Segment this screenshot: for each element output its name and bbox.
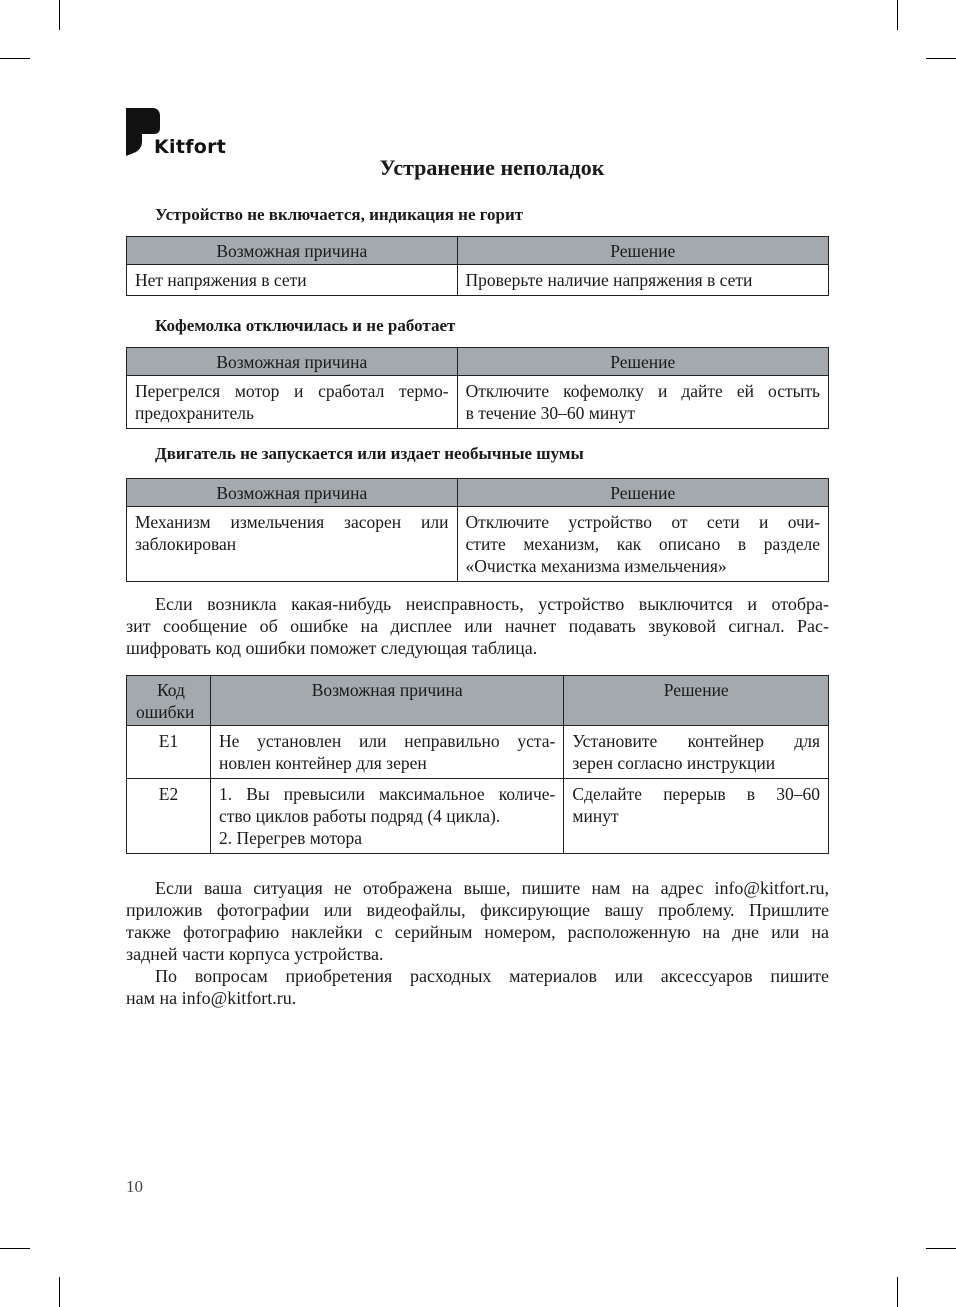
paragraph-line: приложив фотографии или видеофайлы, фиксирующие вашу проблему. Пришлите	[126, 900, 829, 920]
paragraph-line: задней части корпуса устройства.	[126, 944, 384, 964]
table-row	[127, 507, 829, 582]
cause-cell	[210, 779, 563, 854]
table-row	[127, 376, 829, 429]
accessories-paragraph	[126, 965, 829, 1009]
paragraph-line: Если возникла какая-нибудь неисправность, устройство выключится и отобра-	[155, 594, 829, 614]
cell-line: Установите контейнер для	[572, 731, 820, 751]
header-cause: Возможная причина	[127, 237, 458, 265]
header-solution: Решение	[564, 676, 829, 726]
cause-cell	[210, 726, 563, 779]
brand-name: Kitfort	[154, 136, 227, 158]
crop-mark	[926, 58, 956, 59]
error-code-cell: E2	[127, 779, 211, 854]
crop-mark	[59, 0, 60, 30]
crop-mark	[0, 1248, 30, 1249]
contact-paragraph	[126, 877, 829, 965]
cause-cell: Нет напряжения в сети	[127, 265, 458, 296]
error-code-cell: E1	[127, 726, 211, 779]
header-cause: Возможная причина	[210, 676, 563, 726]
crop-mark	[926, 1248, 956, 1249]
paragraph-line: По вопросам приобретения расходных материалов или аксессуаров пишите	[155, 966, 829, 986]
header-cause: Возможная причина	[127, 479, 458, 507]
table-row	[127, 779, 829, 854]
cell-line: предохранитель	[135, 403, 254, 423]
crop-mark	[897, 0, 898, 30]
crop-mark	[0, 58, 30, 59]
header-cause: Возможная причина	[127, 348, 458, 376]
page-title: Устранение неполадок	[379, 155, 605, 180]
cell-line: 2. Перегрев мотора	[218, 828, 363, 848]
cell-line: Механизм измельчения засорен или	[135, 512, 449, 532]
cause-cell	[127, 507, 458, 582]
cell-line: ство циклов работы подряд (4 цикла).	[218, 806, 501, 826]
section-heading: Двигатель не запускается или издает необычные шумы	[155, 444, 584, 463]
table-row	[127, 726, 829, 779]
error-intro-paragraph	[126, 593, 829, 659]
table-header-row	[127, 348, 829, 376]
cell-line: «Очистка механизма измельчения»	[465, 556, 727, 576]
troubleshooting-table	[126, 347, 829, 429]
cell-line: Сделайте перерыв в 30–60	[572, 784, 820, 804]
kitfort-logo	[126, 108, 227, 158]
cell-line: Отключите кофемолку и дайте ей остыть	[465, 381, 820, 401]
page-number: 10	[126, 1177, 143, 1196]
cell-line: 1. Вы превысили максимальное количе-	[218, 784, 556, 804]
table-header-row	[127, 479, 829, 507]
paragraph-line: нам на info@kitfort.ru.	[126, 988, 297, 1008]
cell-line: минут	[572, 806, 619, 826]
paragraph-line: шифровать код ошибки поможет следующая таблица.	[126, 638, 538, 658]
solution-cell	[457, 507, 828, 582]
crop-mark	[59, 1277, 60, 1307]
paragraph-line: также фотографию наклейки с серийным номером, расположенную на дне или на	[126, 922, 829, 942]
header-code-line: ошибки	[136, 702, 195, 722]
table-header-row	[127, 237, 829, 265]
table-header-row	[127, 676, 829, 726]
cell-line: в течение 30–60 минут	[465, 403, 635, 423]
crop-mark	[897, 1277, 898, 1307]
cell-line: новлен контейнер для зерен	[218, 753, 427, 773]
cell-line: заблокирован	[135, 534, 237, 554]
error-code-table	[126, 675, 829, 854]
paragraph-line: зит сообщение об ошибке на дисплее или начнет подавать звуковой сигнал. Рас-	[126, 616, 829, 636]
solution-cell	[564, 779, 829, 854]
cell-line: Перегрелся мотор и сработал термо-	[135, 381, 449, 401]
section-heading: Кофемолка отключилась и не работает	[155, 316, 456, 335]
solution-cell: Проверьте наличие напряжения в сети	[457, 265, 828, 296]
section-heading: Устройство не включается, индикация не горит	[155, 205, 524, 224]
header-solution: Решение	[457, 348, 828, 376]
cell-line: Отключите устройство от сети и очи-	[465, 512, 820, 532]
header-solution: Решение	[457, 237, 828, 265]
table-row	[127, 265, 829, 296]
cell-line: Не установлен или неправильно уста-	[218, 731, 556, 751]
cell-line: зерен согласно инструкции	[572, 753, 776, 773]
header-solution: Решение	[457, 479, 828, 507]
solution-cell	[457, 376, 828, 429]
troubleshooting-table	[126, 236, 829, 296]
troubleshooting-table	[126, 478, 829, 582]
cause-cell	[127, 376, 458, 429]
paragraph-line: Если ваша ситуация не отображена выше, пишите нам на адрес info@kitfort.ru,	[155, 878, 829, 898]
header-code-line: Код	[157, 680, 185, 700]
cell-line: стите механизм, как описано в разделе	[465, 534, 820, 554]
header-code	[127, 676, 211, 726]
solution-cell	[564, 726, 829, 779]
